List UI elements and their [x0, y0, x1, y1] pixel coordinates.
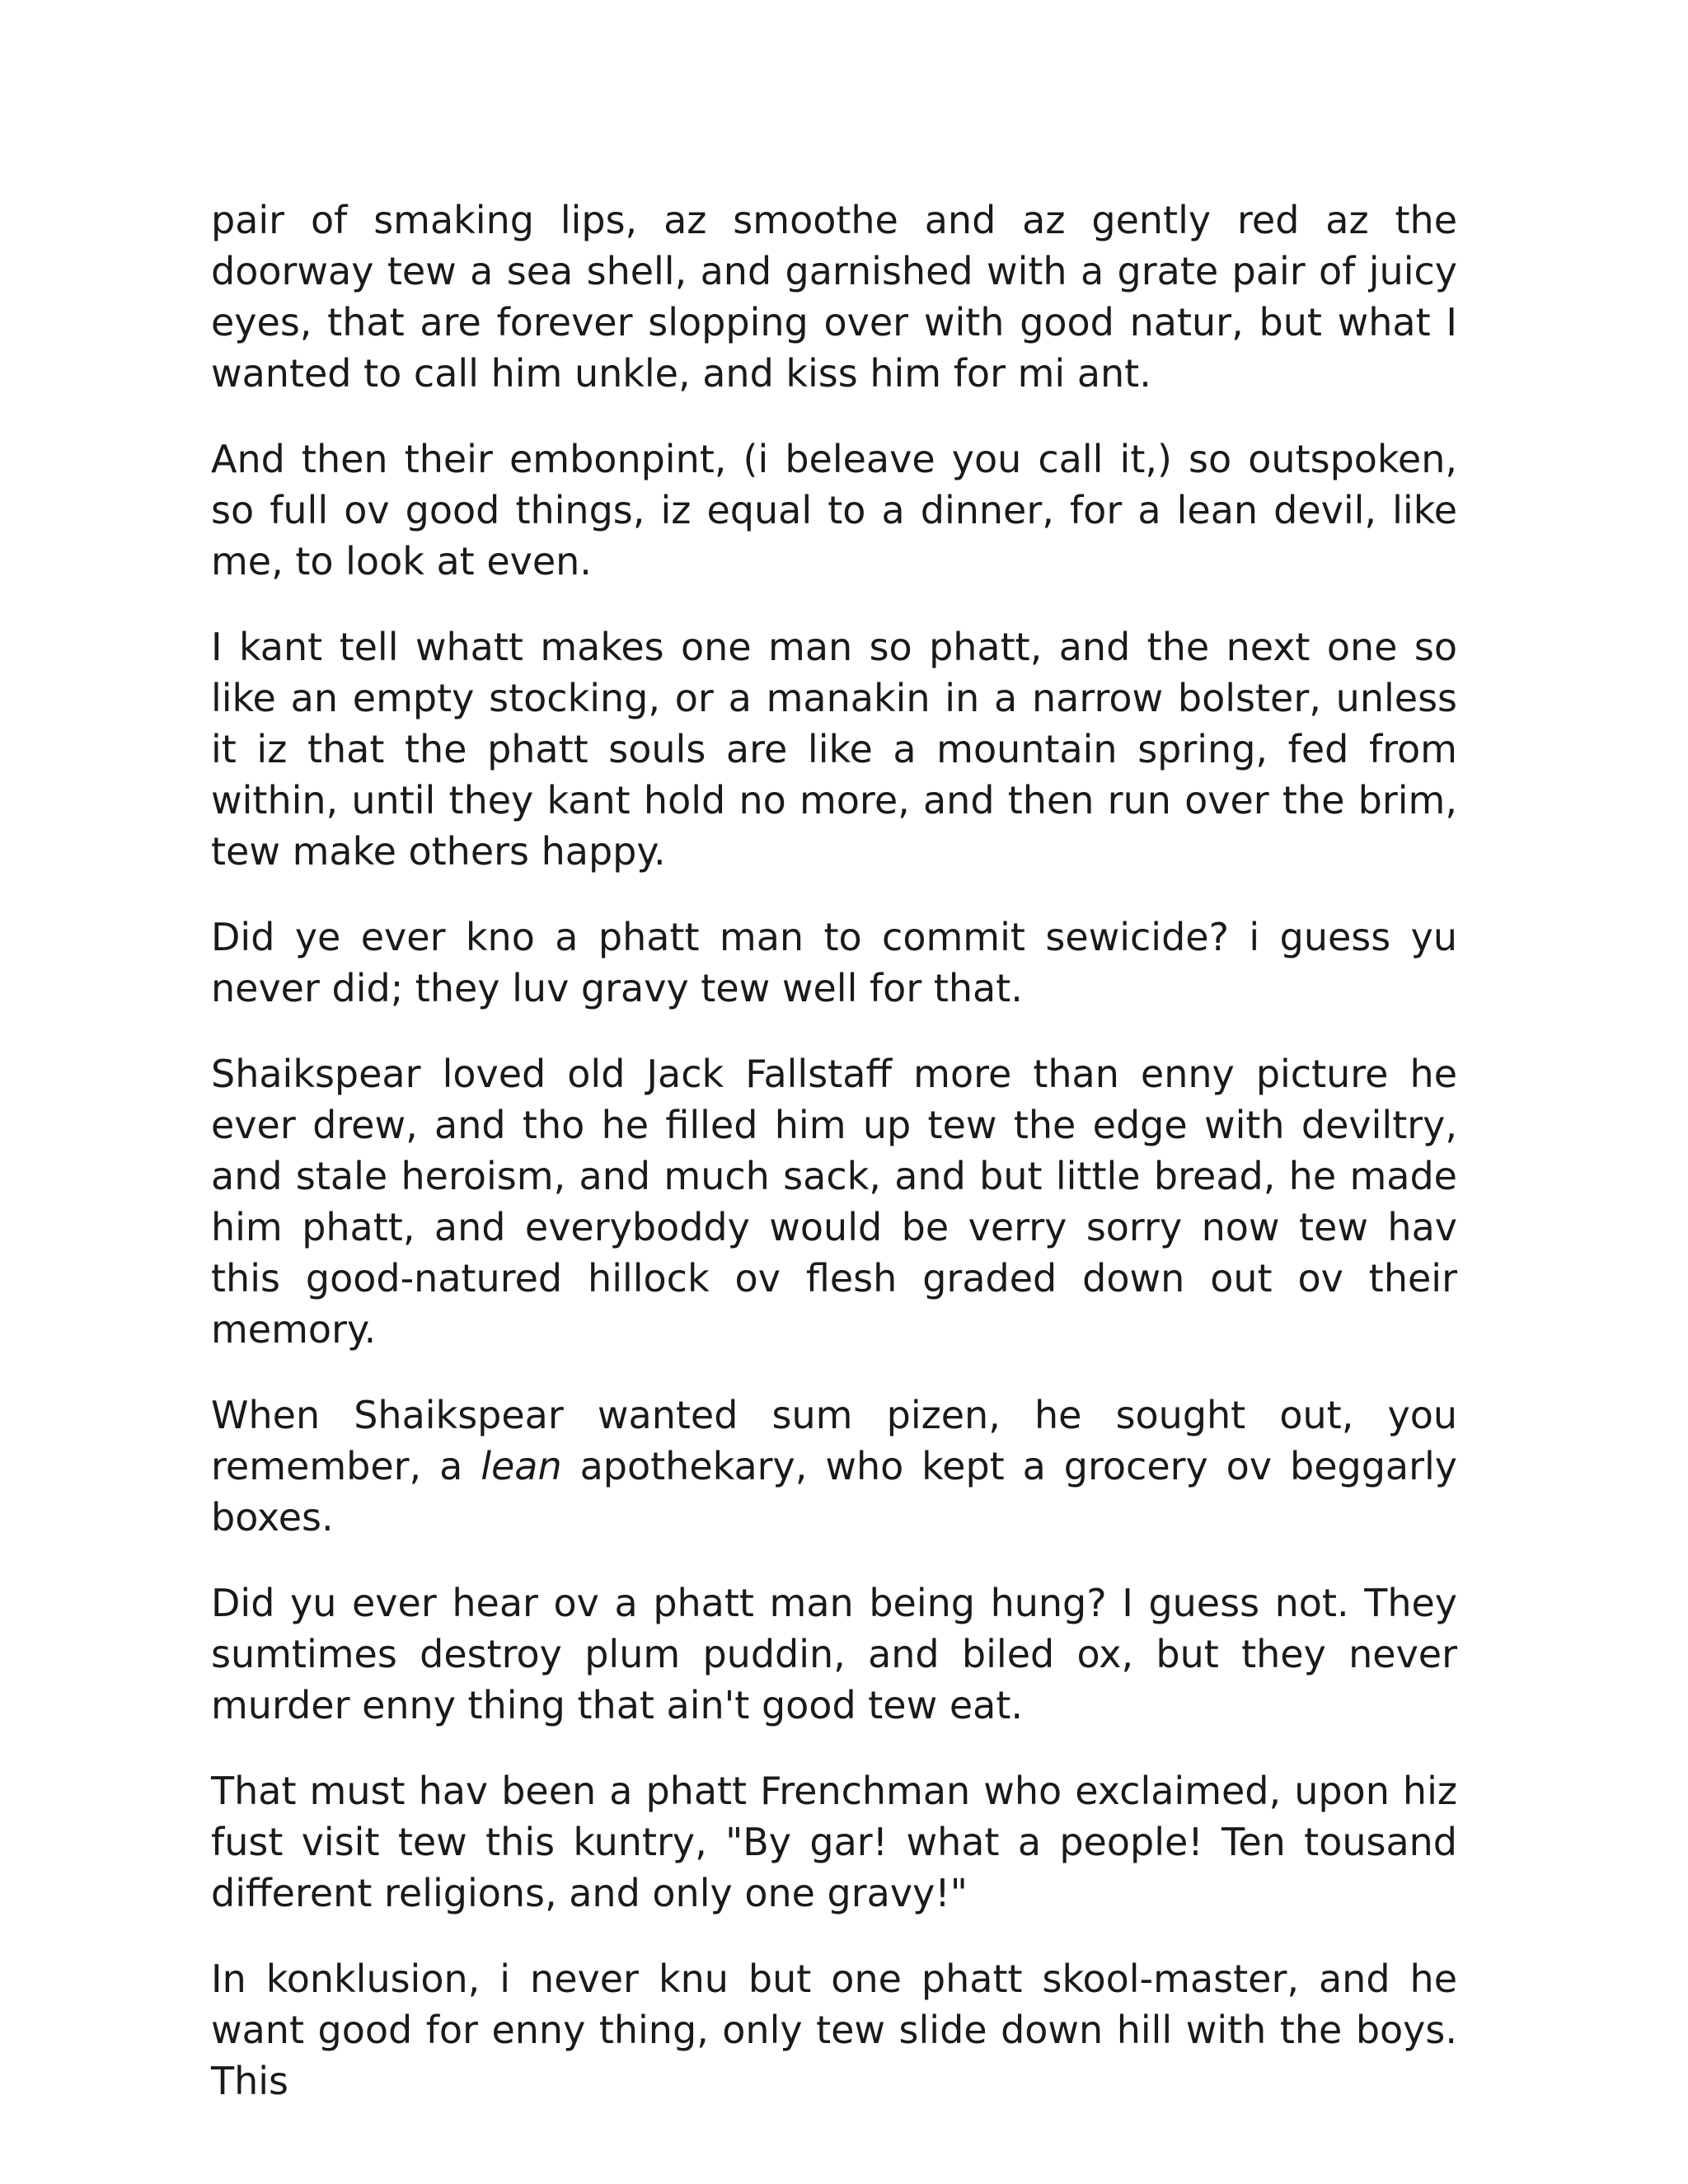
- paragraph-7: Did yu ever hear ov a phatt man being hung? I guess not. They sumtimes destroy plum puddin, and biled ox, but they never murder enny thing that ain't good tew eat.: [211, 1581, 1457, 1727]
- italic-word-lean: lean: [481, 1444, 562, 1488]
- paragraph-1: pair of smaking lips, az smoothe and az gently red az the doorway tew a sea shell, and garnished with a grate pair of juicy eyes, that are forever slopping over with good natur, but what I wanted to call him unkle, and kiss him for mi ant.: [211, 198, 1457, 396]
- document-page: [211, 194, 1457, 2107]
- paragraph-6-text-before: When Shaikspear wanted sum pizen, he sought out, you remember, a: [211, 1393, 1457, 1488]
- paragraph-4: Did ye ever kno a phatt man to commit sewicide? i guess yu never did; they luv gravy tew well for that.: [211, 915, 1457, 1010]
- paragraph-8: That must hav been a phatt Frenchman who exclaimed, upon hiz fust visit tew this kuntry, "By gar! what a people! Ten tousand different religions, and only one gravy!": [211, 1769, 1457, 1915]
- paragraph-5: Shaikspear loved old Jack Fallstaff more than enny picture he ever drew, and tho he filled him up tew the edge with deviltry, and stale heroism, and much sack, and but little bread, he made him phatt, and everyboddy would be verry sorry now tew hav this good-natured hillock ov flesh graded down out ov their memory.: [211, 1052, 1457, 1352]
- paragraph-6-text-after: apothekary, who kept a grocery ov beggarly boxes.: [211, 1444, 1457, 1540]
- paragraph-2: And then their embonpint, (i beleave you call it,) so outspoken, so full ov good things, iz equal to a dinner, for a lean devil, like me, to look at even.: [211, 437, 1457, 583]
- paragraph-9: In konklusion, i never knu but one phatt skool-master, and he want good for enny thing, only tew slide down hill with the boys. This: [211, 1957, 1457, 2103]
- paragraph-6: [211, 1390, 1457, 1543]
- paragraph-3: I kant tell whatt makes one man so phatt, and the next one so like an empty stocking, or a manakin in a narrow bolster, unless it iz that the phatt souls are like a mountain spring, fed from within, until they kant hold no more, and then run over the brim, tew make others happy.: [211, 625, 1457, 874]
